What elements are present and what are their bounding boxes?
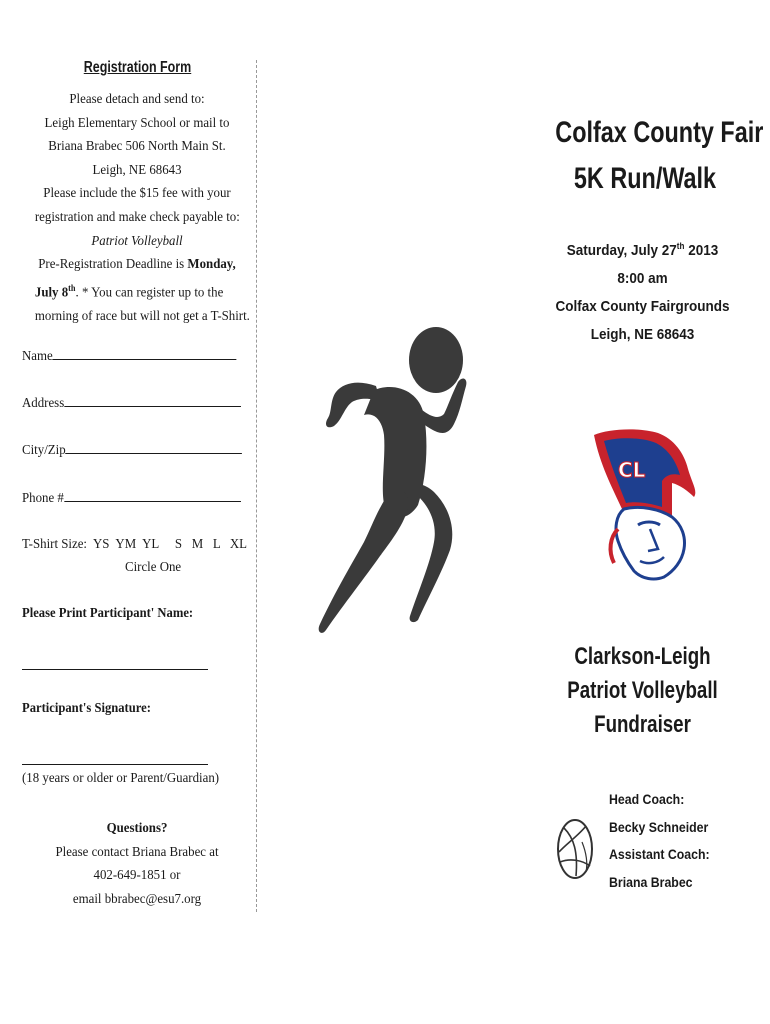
signature-label: Participant's Signature:	[22, 701, 151, 716]
fundraiser-title	[559, 640, 727, 742]
event-title-line2: 5K Run/Walk	[573, 162, 717, 195]
questions-line: email bbrabec@esu7.org	[72, 891, 202, 907]
registration-form-title: Registration Form	[83, 59, 192, 76]
deadline-prefix: Pre-Registration Deadline is	[38, 257, 188, 273]
event-title	[555, 110, 764, 202]
coaches-block	[609, 786, 710, 896]
name-line[interactable]	[53, 347, 237, 360]
deadline-last-line: morning of race but will not get a T-Shirt.	[34, 309, 250, 324]
coach-line: Becky Schneider	[609, 818, 709, 835]
phone-field[interactable]	[22, 489, 241, 507]
logo-letters: CL	[618, 458, 646, 482]
intro-line: Please detach and send to:	[69, 92, 205, 107]
questions-title: Questions?	[106, 821, 168, 836]
deadline-date: July 8	[34, 285, 69, 301]
intro-line: Leigh, NE 68643	[92, 162, 182, 178]
registration-instructions	[34, 88, 250, 329]
event-date-sup: th	[676, 241, 685, 251]
intro-line: Briana Brabec 506 North Main St.	[48, 139, 226, 155]
questions-line: 402-649-1851 or	[93, 868, 181, 884]
fundraiser-line: Fundraiser	[594, 711, 691, 738]
tshirt-size-options[interactable]: T-Shirt Size: YS YM YL S M L XL	[22, 537, 248, 552]
deadline-day: Monday,	[187, 257, 236, 273]
volleyball-icon	[556, 818, 594, 880]
intro-line: Leigh Elementary School or mail to	[44, 115, 230, 131]
questions-line: Please contact Briana Brabec at	[55, 844, 219, 860]
event-location: Colfax County Fairgrounds	[555, 298, 730, 315]
event-details	[546, 232, 740, 349]
intro-line: Please include the $15 fee with your	[43, 186, 231, 202]
fold-divider	[256, 60, 257, 912]
name-label: Name	[22, 349, 53, 364]
signature-line[interactable]	[22, 764, 208, 765]
city-zip-label: City/Zip	[22, 443, 66, 458]
patriot-mascot-icon	[588, 425, 700, 585]
phone-label: Phone #	[22, 491, 64, 506]
city-zip-field[interactable]	[22, 441, 242, 459]
intro-line: registration and make check payable to:	[34, 209, 240, 225]
fundraiser-line: Patriot Volleyball	[567, 677, 718, 704]
runner-icon	[314, 320, 470, 638]
address-field[interactable]	[22, 394, 241, 412]
address-label: Address	[22, 396, 65, 411]
coach-line: Assistant Coach:	[609, 846, 710, 862]
event-title-line1: Colfax County Fair	[555, 116, 764, 149]
deadline-date-sup: th	[68, 282, 76, 293]
questions-block	[33, 817, 241, 911]
print-name-line[interactable]	[22, 669, 208, 670]
coach-line: Head Coach:	[609, 791, 685, 807]
event-time: 8:00 am	[617, 270, 668, 287]
address-line[interactable]	[64, 394, 241, 407]
coach-line: Briana Brabec	[609, 873, 693, 890]
event-year: 2013	[684, 242, 719, 259]
event-city: Leigh, NE 68643	[590, 326, 695, 343]
payee-name: Patriot Volleyball	[91, 233, 183, 249]
fundraiser-line: Clarkson-Leigh	[574, 643, 711, 670]
print-name-label: Please Print Participant' Name:	[22, 606, 194, 621]
event-date: Saturday, July 27	[566, 242, 677, 259]
name-field[interactable]	[22, 347, 237, 365]
city-zip-line[interactable]	[66, 441, 243, 454]
age-note: (18 years or older or Parent/Guardian)	[22, 771, 220, 786]
tshirt-hint: Circle One	[125, 560, 182, 575]
deadline-suffix: . * You can register up to the	[75, 285, 224, 301]
phone-line[interactable]	[64, 489, 241, 502]
